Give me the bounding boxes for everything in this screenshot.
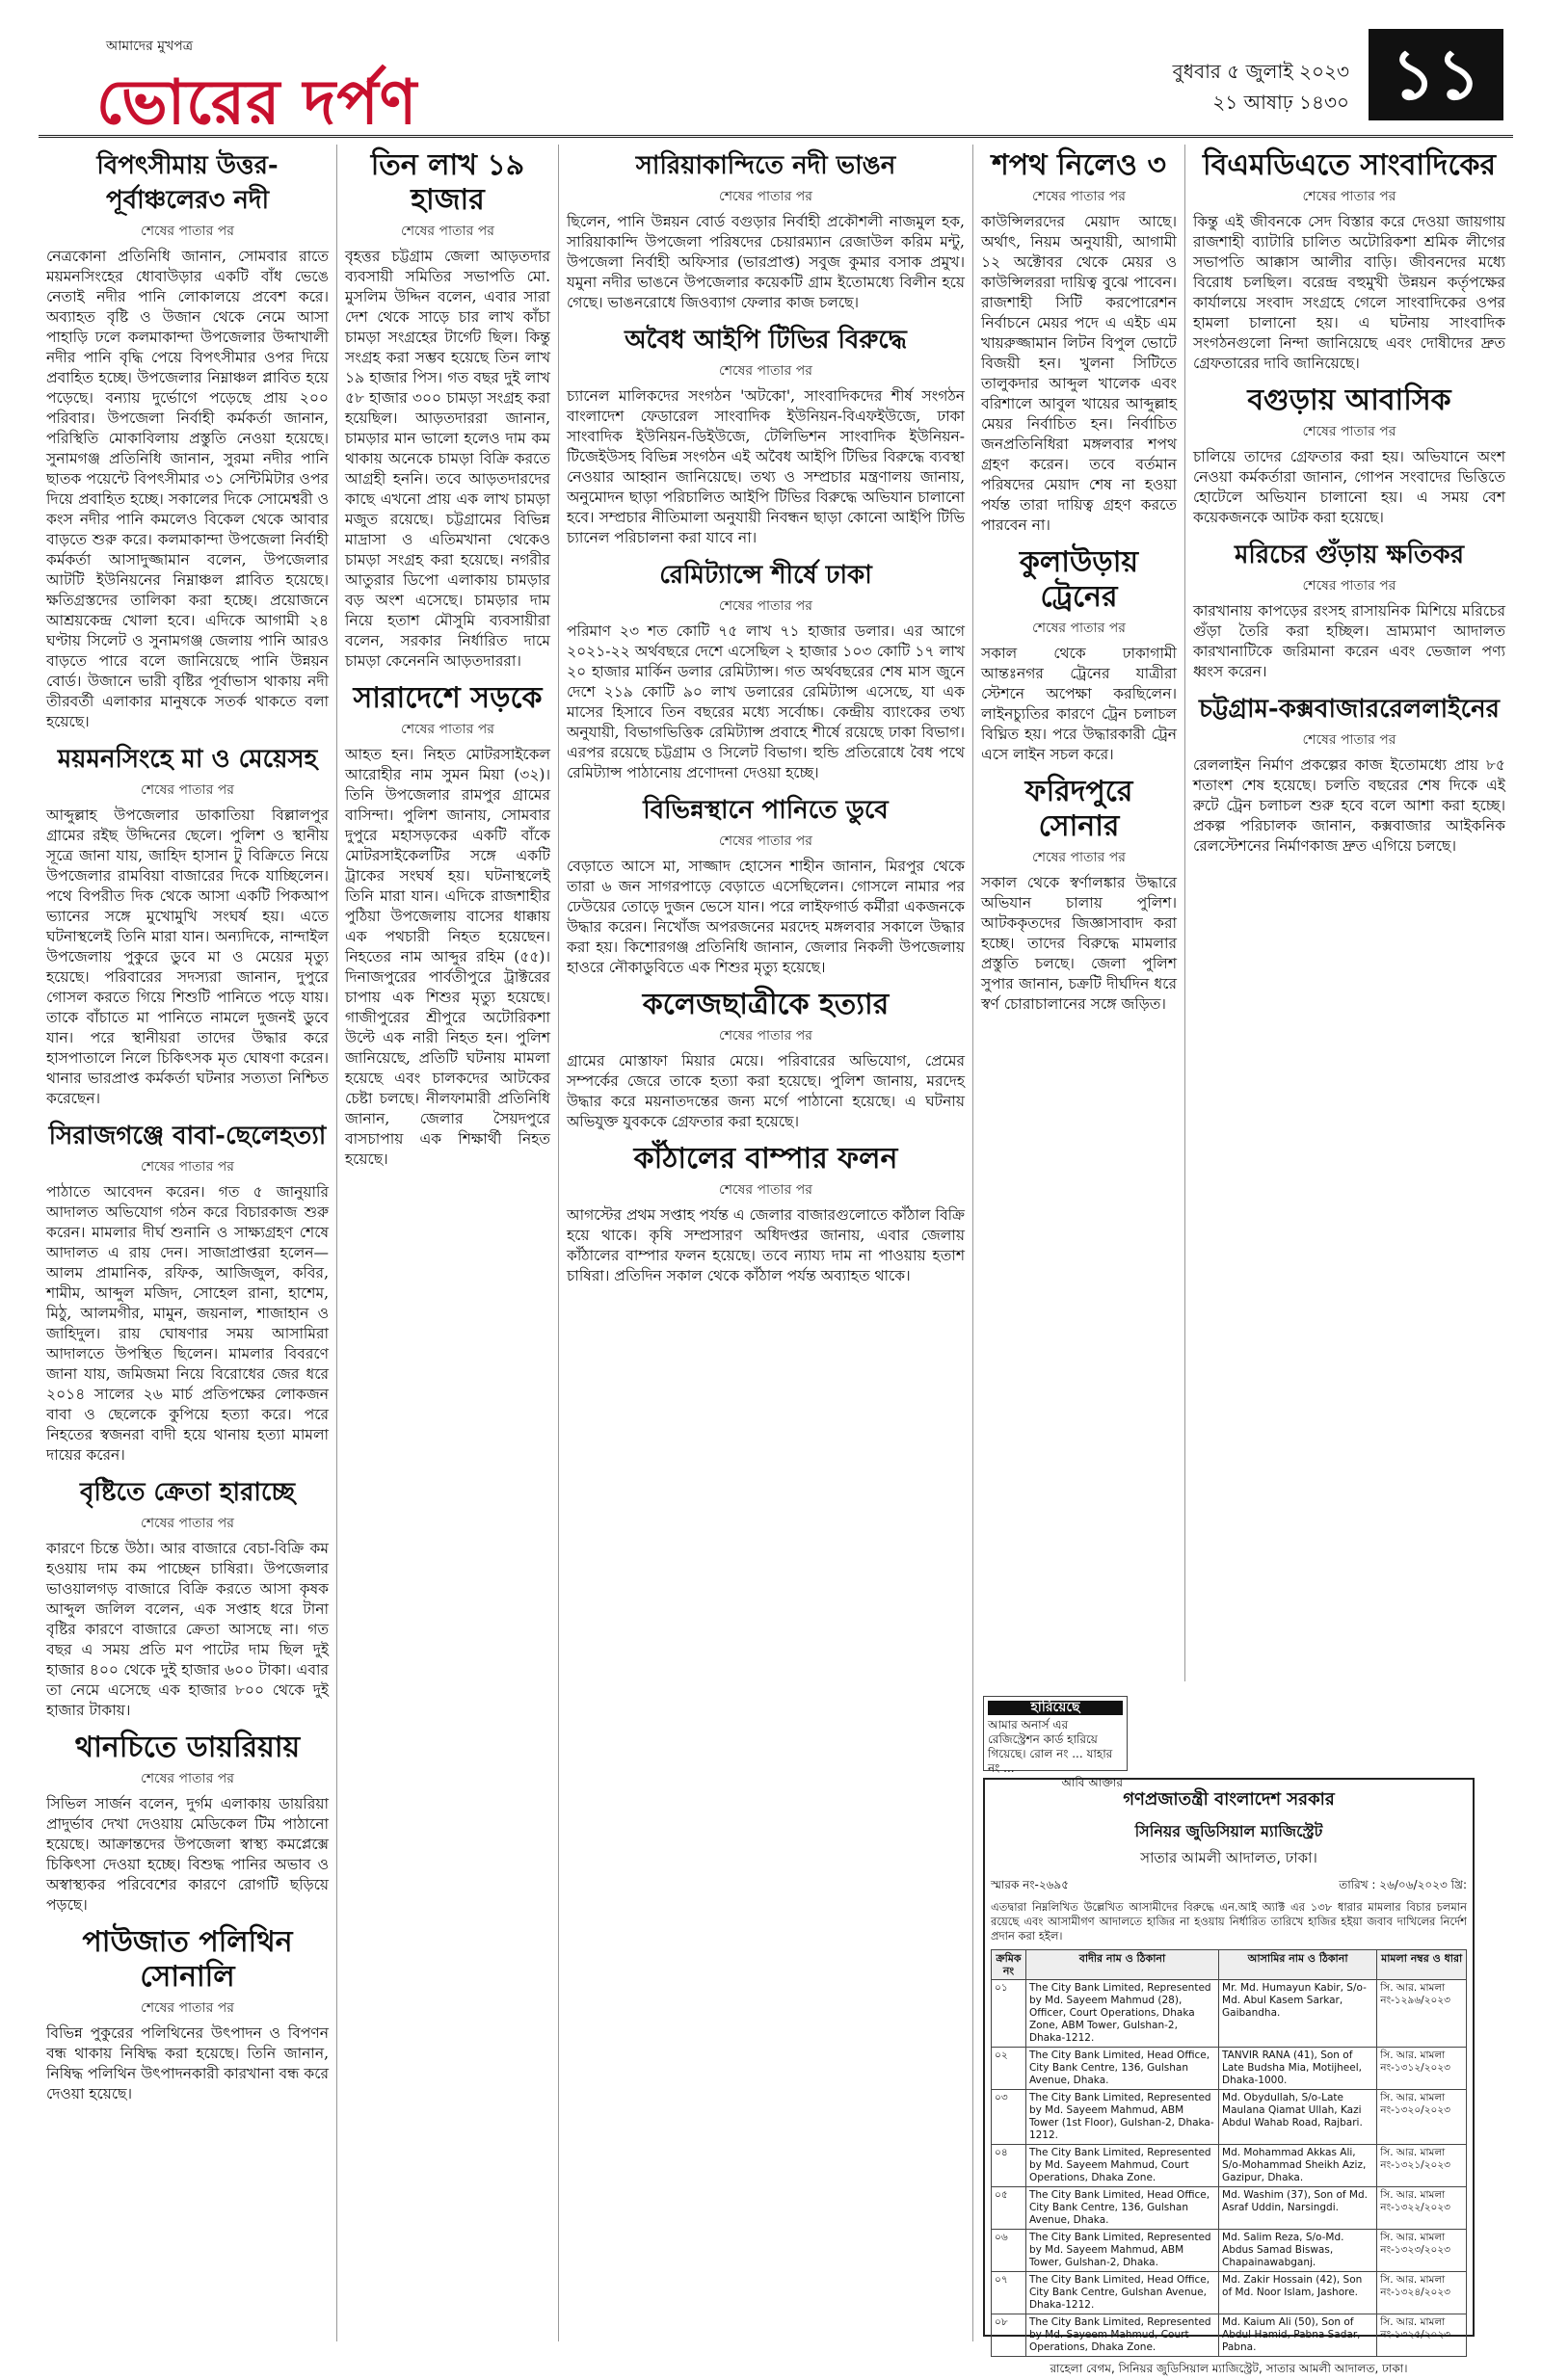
ad-subtitle: সিনিয়র জুডিসিয়াল ম্যাজিস্ট্রেট bbox=[1134, 1822, 1323, 1840]
ad-table-row bbox=[992, 2145, 1467, 2187]
article bbox=[567, 1142, 965, 1286]
ad-table-cell: সি. আর. মামলা নং-১৩২০/২০২৩ bbox=[1377, 2090, 1467, 2145]
article bbox=[567, 558, 965, 783]
continued-label: শেষের পাতার পর bbox=[719, 833, 812, 849]
ad-table-header: আসামির নাম ও ঠিকানা bbox=[1219, 1950, 1377, 1980]
article bbox=[1193, 538, 1505, 682]
article-body: গ্রামের মোস্তাফা মিয়ার মেয়ে। পরিবারের অভিযোগ, প্রেমের সম্পর্কের জেরে তাকে হত্যা করা হয়েছে। পুলিশ জানায়, মরদেহ উদ্ধার করে ময়নাতদন্তের জন্য মর্গে পাঠানো হয়েছে। এ ঘটনায় অভিযুক্ত যুবককে গ্রেফতার করা হয়েছে। bbox=[567, 1052, 965, 1130]
ad-table-cell: The City Bank Limited, Represented by Md. Sayeem Mahmud (28), Officer, Court Operations, Dhaka Zone, ABM Tower, Gulshan-2, Dhaka-1212. bbox=[1025, 1980, 1218, 2048]
ad-table-cell: সি. আর. মামলা নং-১৩২২/২০২৩ bbox=[1377, 2187, 1467, 2230]
article-headline[interactable]: ফরিদপুরে সোনার bbox=[1024, 775, 1133, 843]
continued-label: শেষের পাতার পর bbox=[401, 722, 494, 737]
ad-table-cell: The City Bank Limited, Head Office, City Bank Centre, 136, Gulshan Avenue, Dhaka. bbox=[1025, 2048, 1218, 2090]
article-body: আগস্টের প্রথম সপ্তাহ পর্যন্ত এ জেলার বাজারগুলোতে কাঁঠাল বিক্রি হয়ে থাকে। কৃষি সম্প্রসারণ অধিদপ্তর জানায়, এবার জেলায় কাঁঠালের বাম্পার ফলন হয়েছে। তবে ন্যায্য দাম না পাওয়ায় হতাশ চাষিরা। প্রতিদিন সকাল থেকে কাঁঠাল পর্যন্ত অব্যাহত থাকে। bbox=[567, 1206, 965, 1284]
article bbox=[567, 148, 965, 313]
ad-table-cell: The City Bank Limited, Represented by Md. Sayeem Mahmud, ABM Tower, Gulshan-2, Dhaka. bbox=[1025, 2230, 1218, 2272]
article-headline[interactable]: রেমিট্যান্সে শীর্ষে ঢাকা bbox=[659, 561, 872, 590]
ad-table-cell: Md. Salim Reza, S/o-Md. Abdus Samad Biswas, Chapainawabganj. bbox=[1219, 2230, 1377, 2272]
article-body: কারণে চিন্তে উঠা। আর বাজারে বেচা-বিক্রি কম হওয়ায় দাম কম পাচ্ছেন চাষিরা। উপজেলার ভাওয়ালগড় বাজারে বিক্রি করতে আসা কৃষক আব্দুল জলিল বলেন, এক সপ্তাহ ধরে টানা বৃষ্টির কারণে বাজারে ক্রেতা আসছে না। গত বছর এ সময় প্রতি মণ পাটের দাম ছিল দুই হাজার ৪০০ থেকে দুই হাজার ৬০০ টাকা। এবার তা নেমে এসেছে এক হাজার ৮০০ থেকে দুই হাজার টাকায়। bbox=[46, 1540, 329, 1719]
ad-table-header: বাদীর নাম ও ঠিকানা bbox=[1025, 1950, 1218, 1980]
ad-date: তারিখ : ২৬/০৬/২০২৩ খ্রি: bbox=[1339, 1878, 1467, 1891]
column-1 bbox=[39, 145, 337, 2341]
article-headline[interactable]: সারাদেশে সড়কে bbox=[353, 681, 543, 715]
article-body: সকাল থেকে ঢাকাগামী আন্তঃনগর ট্রেনের যাত্রীরা স্টেশনে অপেক্ষা করছিলেন। লাইনচ্যুতির কারণে ট্রেন চলাচল বিঘ্নিত হয়। পরে উদ্ধারকারী ট্রেন এসে লাইন সচল করে। bbox=[981, 645, 1177, 763]
ad-table-cell: ০৪ bbox=[992, 2145, 1026, 2187]
continued-label: শেষের পাতার পর bbox=[1302, 424, 1396, 439]
article-body: পাঠাতে আবেদন করেন। গত ৫ জানুয়ারি আদালত অভিযোগ গঠন করে বিচারকাজ শুরু করেন। মামলার দীর্ঘ শুনানি ও সাক্ষ্যগ্রহণ শেষে আদালত এ রায় দেন। সাজাপ্রাপ্তরা হলেন— আলম প্রামানিক, রফিক, আজিজুল, কবির, শামীম, আব্দুল মজিদ, সোহেল রানা, হাশেম, মিঠু, আলমগীর, মামুন, জয়নাল, শাজাহান ও জাহিদুল। রায় ঘোষণার সময় আসামিরা আদালতে উপস্থিত ছিলেন। মামলার বিবরণে জানা যায়, জমিজমা নিয়ে বিরোধের জের ধরে ২০১৪ সালের ২৬ মার্চ প্রতিপক্ষের লোকজন বাবা ও ছেলেকে কুপিয়ে হত্যা করে। পরে নিহতের স্বজনরা বাদী হয়ে থানায় হত্যা মামলা দায়ের করেন। bbox=[46, 1183, 329, 1464]
continued-label: শেষের পাতার পর bbox=[141, 224, 234, 239]
continued-label: শেষের পাতার পর bbox=[719, 598, 812, 614]
article-headline[interactable]: বৃষ্টিতে ক্রেতা হারাচ্ছে bbox=[80, 1478, 295, 1507]
column-2 bbox=[337, 145, 559, 2341]
article bbox=[46, 1119, 329, 1466]
article-body: পরিমাণ ২৩ শত কোটি ৭৫ লাখ ৭১ হাজার ডলার। এর আগে ২০২১-২২ অর্থবছরে দেশে এসেছিল ২ হাজার ১০৩ কোটি ১৭ লাখ ২০ হাজার মার্কিন ডলার রেমিট্যান্স। গত অর্থবছরের শেষ মাস জুনে দেশে ২১৯ কোটি ৯০ লাখ ডলারের রেমিট্যান্স এসেছে, যা এক মাসের হিসাবে তিন বছরের মধ্যে সর্বোচ্চ। কেন্দ্রীয় ব্যাংকের তথ্য অনুযায়ী, বিভাগভিত্তিক রেমিট্যান্স প্রবাহে শীর্ষে রয়েছে ঢাকা বিভাগ। এরপর রয়েছে চট্টগ্রাম ও সিলেট বিভাগ। হুন্ডি প্রতিরোধে বৈধ পথে রেমিট্যান্স পাঠানোয় প্রণোদনা দেওয়া হচ্ছে। bbox=[567, 622, 965, 781]
page-number: ১১ bbox=[1369, 29, 1503, 120]
article-body: আহত হন। নিহত মোটরসাইকেল আরোহীর নাম সুমন মিয়া (৩২)। তিনি উপজেলার রামপুর গ্রামের বাসিন্দা। পুলিশ জানায়, সোমবার দুপুরে মহাসড়কের একটি বাঁকে মোটরসাইকেলটির সঙ্গে একটি ট্রাকের সংঘর্ষ হয়। ঘটনাস্থলেই তিনি মারা যান। এদিকে রাজশাহীর পুঠিয়া উপজেলায় বাসের ধাক্কায় এক পথচারী নিহত হয়েছেন। নিহতের নাম আব্দুর রহিম (৫৫)। দিনাজপুরের পার্বতীপুরে ট্রাক্টরের চাপায় এক শিশুর মৃত্যু হয়েছে। গাজীপুরের শ্রীপুরে অটোরিকশা উল্টে এক নারী নিহত হন। পুলিশ জানিয়েছে, প্রতিটি ঘটনায় মামলা হয়েছে এবং চালকদের আটকের চেষ্টা চলছে। নীলফামারী প্রতিনিধি জানান, জেলার সৈয়দপুরে বাসচাপায় এক শিক্ষার্থী নিহত হয়েছে। bbox=[345, 746, 550, 1168]
article-headline[interactable]: থানচিতে ডায়রিয়ায় bbox=[74, 1731, 301, 1764]
article-headline[interactable]: কলেজছাত্রীকে হত্যার bbox=[642, 988, 890, 1021]
article-body: কিন্তু এই জীবনকে সেদ বিস্তার করে দেওয়া জায়গায় রাজশাহী ব্যাটারি চালিত অটোরিকশা শ্রমিক লীগের সভাপতি আক্কাস আলীর বাড়ি। জীবনদের মধ্যে বিরোধ চলছিল। বরেন্দ্র বহুমুখী উন্নয়ন কর্তৃপক্ষের কার্যালয়ে সংবাদ সংগ্রহে গেলে সাংবাদিকের ওপর হামলা চালানো হয়। এ ঘটনায় সাংবাদিক সংগঠনগুলো নিন্দা জানিয়েছে এবং দোষীদের দ্রুত গ্রেফতারের দাবি জানিয়েছে। bbox=[1193, 213, 1505, 372]
brand-tagline: আমাদের মুখপত্র bbox=[106, 39, 194, 54]
ad-table-cell: Md. Zakir Hossain (42), Son of Md. Noor Islam, Jashore. bbox=[1219, 2272, 1377, 2314]
ad-table-cell: The City Bank Limited, Head Office, City Bank Centre, 136, Gulshan Avenue, Dhaka. bbox=[1025, 2187, 1218, 2230]
article-body: চ্যানেল মালিকদের সংগঠন 'অটকো', সাংবাদিকদের শীর্ষ সংগঠন বাংলাদেশ ফেডারেল সাংবাদিক ইউনিয়ন-বিএফইউজে, ঢাকা সাংবাদিক ইউনিয়ন-ডিইউজে, টেলিভিশন সাংবাদিক ইউনিয়ন-টিজেইউসহ বিভিন্ন সংগঠন এই অবৈধ আইপি টিভির বিরুদ্ধে ব্যবস্থা নেওয়ার আহ্বান জানিয়েছে। তথ্য ও সম্প্রচার মন্ত্রণালয় জানায়, অনুমোদন ছাড়া পরিচালিত আইপি টিভির বিরুদ্ধে অভিযান চালানো হবে। সম্প্রচার নীতিমালা অনুযায়ী নিবন্ধন ছাড়া কোনো আইপি টিভি চ্যানেল পরিচালনা করা যাবে না। bbox=[567, 387, 965, 546]
ad-table-row bbox=[992, 2314, 1467, 2357]
continued-label: শেষের পাতার পর bbox=[719, 1028, 812, 1044]
date-bengali: ২১ আষাঢ় ১৪৩০ bbox=[1212, 91, 1349, 114]
article bbox=[46, 1475, 329, 1721]
article-body: সিভিল সার্জন বলেন, দুর্গম এলাকায় ডায়রিয়া প্রাদুর্ভাব দেখা দেওয়ায় মেডিকেল টিম পাঠানো হয়েছে। আক্রান্তদের উপজেলা স্বাস্থ্য কমপ্লেক্সে চিকিৎসা দেওয়া হচ্ছে। বিশুদ্ধ পানির অভাব ও অস্বাস্থ্যকর পরিবেশের কারণে রোগটি ছড়িয়ে পড়ছে। bbox=[46, 1795, 329, 1914]
ad-title: গণপ্রজাতন্ত্রী বাংলাদেশ সরকার bbox=[1123, 1789, 1335, 1810]
ad-table-cell: সি. আর. মামলা নং-১৩২৫/২০২৩ bbox=[1377, 2314, 1467, 2357]
article bbox=[567, 793, 965, 978]
article bbox=[981, 148, 1177, 536]
article-body: কাউন্সিলরদের মেয়াদ আছে। অর্থাৎ, নিয়ম অনুযায়ী, আগামী ১২ অক্টোবর থেকে মেয়র ও কাউন্সিলররা দায়িত্ব বুঝে পাবেন। রাজশাহী সিটি করপোরেশন নির্বাচনে মেয়র পদে এ এইচ এম খায়রুজ্জামান লিটন বিপুল ভোটে বিজয়ী হন। খুলনা সিটিতে তালুকদার আব্দুল খালেক এবং বরিশালে আবুল খায়ের আব্দুল্লাহ মেয়র নির্বাচিত হন। নির্বাচিত জনপ্রতিনিধিরা মঙ্গলবার শপথ গ্রহণ করেন। তবে বর্তমান পরিষদের মেয়াদ শেষ না হওয়া পর্যন্ত তারা দায়িত্ব গ্রহণ করতে পারবেন না। bbox=[981, 213, 1177, 534]
continued-label: শেষের পাতার পর bbox=[1032, 621, 1126, 636]
article-headline[interactable]: বগুড়ায় আবাসিক bbox=[1247, 383, 1451, 417]
article-headline[interactable]: মরিচের গুঁড়ায় ক্ষতিকর bbox=[1234, 541, 1465, 569]
article bbox=[981, 545, 1177, 765]
article bbox=[981, 775, 1177, 1015]
article bbox=[46, 1925, 329, 2104]
article bbox=[1193, 148, 1505, 374]
continued-label: শেষের পাতার পর bbox=[141, 1159, 234, 1175]
ad-ref-number: স্মারক নং-২৬৯৫ bbox=[991, 1878, 1070, 1891]
article bbox=[1193, 383, 1505, 528]
ad-table-cell: সি. আর. মামলা নং-১২৯৬/২০২৩ bbox=[1377, 1980, 1467, 2048]
ad-table-cell: ০৬ bbox=[992, 2230, 1026, 2272]
article bbox=[46, 742, 329, 1109]
continued-label: শেষের পাতার পর bbox=[1302, 732, 1396, 748]
article-body: বেড়াতে আসে মা, সাজ্জাদ হোসেন শাহীন জানান, মিরপুর থেকে তারা ৬ জন সাগরপাড়ে বেড়াতে এসেছিলেন। গোসলে নামার পর ঢেউয়ের তোড়ে দুজন ভেসে যান। পরে লাইফগার্ড কর্মীরা একজনকে উদ্ধার করেন। নিখোঁজ অপরজনের মরদেহ মঙ্গলবার সকালে উদ্ধার করা হয়। কিশোরগঞ্জ প্রতিনিধি জানান, জেলার নিকলী উপজেলায় হাওরে নৌকাডুবিতে এক শিশুর মৃত্যু হয়েছে। bbox=[567, 858, 965, 976]
ad-table-cell: The City Bank Limited, Represented by Md. Sayeem Mahmud, Court Operations, Dhaka Zone. bbox=[1025, 2314, 1218, 2357]
ad-table-cell: Md. Washim (37), Son of Md. Asraf Uddin, Narsingdi. bbox=[1219, 2187, 1377, 2230]
ad-table-cell: Md. Mohammad Akkas Ali, S/o-Mohammad Sheikh Aziz, Gazipur, Dhaka. bbox=[1219, 2145, 1377, 2187]
newspaper-logo[interactable]: ভোরের দর্পণ bbox=[96, 66, 418, 139]
column-3 bbox=[559, 145, 973, 2341]
article-headline[interactable]: কাঁঠালের বাম্পার ফলন bbox=[633, 1142, 898, 1176]
article-headline[interactable]: তিন লাখ ১৯ হাজার bbox=[370, 148, 525, 217]
continued-label: শেষের পাতার পর bbox=[719, 1182, 812, 1198]
ad-table-cell: সি. আর. মামলা নং-১৩২৩/২০২৩ bbox=[1377, 2230, 1467, 2272]
article-body: বিভিন্ন পুকুরের পলিথিনের উৎপাদন ও বিপণন বন্ধ থাকায় নিষিদ্ধ করা হয়েছে। তিনি জানান, নিষিদ্ধ পলিথিন উৎপাদনকারী কারখানা বন্ধ করে দেওয়া হয়েছে। bbox=[46, 2024, 329, 2102]
ad-table-cell: Md. Kaium Ali (50), Son of Abdul Hamid, Pabna Sadar, Pabna. bbox=[1219, 2314, 1377, 2357]
ad-table-row bbox=[992, 2272, 1467, 2314]
ad-table-cell: The City Bank Limited, Represented by Md. Sayeem Mahmud, ABM Tower (1st Floor), Gulshan-2, Dhaka-1212. bbox=[1025, 2090, 1218, 2145]
article-body: রেললাইন নির্মাণ প্রকল্পের কাজ ইতোমধ্যে প্রায় ৮৫ শতাংশ শেষ হয়েছে। চলতি বছরের শেষ দিকে এই রুটে ট্রেন চলাচল শুরু হবে বলে আশা করা হচ্ছে। প্রকল্প পরিচালক জানান, কক্সবাজার আইকনিক রেলস্টেশনের নির্মাণকাজ দ্রুত এগিয়ে চলছে। bbox=[1193, 756, 1505, 855]
article-headline[interactable]: সারিয়াকান্দিতে নদী ভাঙন bbox=[635, 151, 896, 180]
continued-label: শেষের পাতার পর bbox=[141, 2000, 234, 2016]
article bbox=[1193, 692, 1505, 857]
continued-label: শেষের পাতার পর bbox=[1302, 578, 1396, 594]
ad-table-cell: ০৩ bbox=[992, 2090, 1026, 2145]
article-headline[interactable]: বিভিন্নস্থানে পানিতে ডুবে bbox=[643, 796, 889, 825]
continued-label: শেষের পাতার পর bbox=[141, 782, 234, 798]
ad-table-row bbox=[992, 1980, 1467, 2048]
continued-label: শেষের পাতার পর bbox=[1032, 189, 1126, 204]
ad-table bbox=[991, 1949, 1467, 2357]
lost-notice-title: হারিয়েছে bbox=[988, 1701, 1123, 1715]
ad-table-cell: ০২ bbox=[992, 2048, 1026, 2090]
article bbox=[567, 323, 965, 548]
article-headline[interactable]: বিপৎসীমায় উত্তর-পূর্বাঞ্চলের৩ নদী bbox=[96, 151, 279, 215]
continued-label: শেষের পাতার পর bbox=[141, 1771, 234, 1786]
article-headline[interactable]: বিএমডিএতে সাংবাদিকের bbox=[1203, 148, 1496, 182]
lost-notice-sign: আবি আক্তার bbox=[1061, 1776, 1123, 1789]
column-4 bbox=[973, 145, 1185, 1681]
article-body: কারখানায় কাপড়ের রংসহ রাসায়নিক মিশিয়ে মরিচের গুঁড়া তৈরি করা হচ্ছিল। ভ্রাম্যমাণ আদালত কারখানাটিকে জরিমানা করেন এবং ভেজাল পণ্য ধ্বংস করেন। bbox=[1193, 602, 1505, 680]
ad-subtitle-2: সাতার আমলী আদালত, ঢাকা। bbox=[1140, 1849, 1317, 1866]
ad-table-header: মামলা নম্বর ও ধারা bbox=[1377, 1950, 1467, 1980]
ad-table-cell: Md. Obydullah, S/o-Late Maulana Qiamat Ullah, Kazi Abdul Wahab Road, Rajbari. bbox=[1219, 2090, 1377, 2145]
article-body: আব্দুল্লাহ উপজেলার ডাকাতিয়া বিল্লালপুর গ্রামের রইছ উদ্দিনের ছেলে। পুলিশ ও স্থানীয় সূত্রে জানা যায়, জাহিদ হাসান টু বিক্রিতে নিয়ে উপজেলার রামবিয়া বাজারের দিকে যাচ্ছিলেন। পথে বিপরীত দিক থেকে আসা একটি পিকআপ ভ্যানের সঙ্গে মুখোমুখি সংঘর্ষ হয়। এতে ঘটনাস্থলেই তিনি মারা যান। অন্যদিকে, নান্দাইল উপজেলায় পুকুরে ডুবে মা ও মেয়ের মৃত্যু হয়েছে। পরিবারের সদস্যরা জানান, দুপুরে গোসল করতে গিয়ে শিশুটি পানিতে পড়ে যায়। তাকে বাঁচাতে মা পানিতে নামলে দুজনই ডুবে যান। পরে স্থানীয়রা তাদের উদ্ধার করে হাসপাতালে নিলে চিকিৎসক মৃত ঘোষণা করেন। থানার ভারপ্রাপ্ত কর্মকর্তা ঘটনার সত্যতা নিশ্চিত করেছেন। bbox=[46, 807, 329, 1107]
ad-table-cell: TANVIR RANA (41), Son of Late Budsha Mia, Motijheel, Dhaka-1000. bbox=[1219, 2048, 1377, 2090]
ad-table-cell: Mr. Md. Humayun Kabir, S/o-Md. Abul Kasem Sarkar, Gaibandha. bbox=[1219, 1980, 1377, 2048]
article bbox=[46, 1731, 329, 1916]
ad-table-cell: সি. আর. মামলা নং-১৩২১/২০২৩ bbox=[1377, 2145, 1467, 2187]
article-headline[interactable]: চট্টগ্রাম-কক্সবাজাররেললাইনের bbox=[1199, 695, 1500, 724]
continued-label: শেষের পাতার পর bbox=[401, 224, 494, 239]
continued-label: শেষের পাতার পর bbox=[719, 363, 812, 379]
ad-table-row bbox=[992, 2230, 1467, 2272]
article-body: বৃহত্তর চট্টগ্রাম জেলা আড়তদার ব্যবসায়ী সমিতির সভাপতি মো. মুসলিম উদ্দিন বলেন, এবার সারা দেশ থেকে সাড়ে চার লাখ কাঁচা চামড়া সংগ্রহের টার্গেট ছিল। কিন্তু সংগ্রহ করা সম্ভব হয়েছে তিন লাখ ১৯ হাজার পিস। গত বছর দুই লাখ ৫৮ হাজার ৩০০ চামড়া সংগ্রহ করা হয়েছিল। আড়তদাররা জানান, চামড়ার মান ভালো হলেও দাম কম থাকায় অনেকে চামড়া বিক্রি করতে আগ্রহী হননি। তবে আড়তদারদের কাছে এখনো প্রায় এক লাখ চামড়া মজুত রয়েছে। চট্টগ্রামের বিভিন্ন মাদ্রাসা ও এতিমখানা থেকেও চামড়া সংগ্রহ করা হয়েছে। নগরীর আতুরার ডিপো এলাকায় চামড়ার বড় অংশ এসেছে। চামড়ার দাম নিয়ে হতাশ মৌসুমি ব্যবসায়ীরা বলেন, সরকার নির্ধারিত দামে চামড়া কেনেননি আড়তদাররা। bbox=[345, 248, 550, 670]
ad-table-row bbox=[992, 2048, 1467, 2090]
ad-table-cell: The City Bank Limited, Head Office, City Bank Centre, Gulshan Avenue, Dhaka-1212. bbox=[1025, 2272, 1218, 2314]
ad-table-cell: The City Bank Limited, Represented by Md. Sayeem Mahmud, Court Operations, Dhaka Zone. bbox=[1025, 2145, 1218, 2187]
lost-notice-text: আমার অনার্স এর রেজিস্ট্রেশন কার্ড হারিয়ে গিয়েছে। রোল নং ... যাহার নং ... bbox=[988, 1718, 1113, 1775]
column-5 bbox=[1185, 145, 1513, 1681]
article-headline[interactable]: পাউজাত পলিথিন সোনালি bbox=[82, 1925, 293, 1994]
ad-table-cell: ০১ bbox=[992, 1980, 1026, 2048]
continued-label: শেষের পাতার পর bbox=[1302, 189, 1396, 204]
continued-label: শেষের পাতার পর bbox=[141, 1516, 234, 1531]
article-headline[interactable]: শপথ নিলেও ৩ bbox=[992, 148, 1166, 182]
article bbox=[567, 988, 965, 1132]
ad-table-header: ক্রমিক নং bbox=[992, 1950, 1026, 1980]
continued-label: শেষের পাতার পর bbox=[719, 189, 812, 204]
article-body: সকাল থেকে স্বর্ণালঙ্কার উদ্ধারে অভিযান চালায় পুলিশ। আটককৃতদের জিজ্ঞাসাবাদ করা হচ্ছে। তাদের বিরুদ্ধে মামলার প্রস্তুতি চলছে। জেলা পুলিশ সুপার জানান, চক্রটি দীর্ঘদিন ধরে স্বর্ণ চোরাচালানের সঙ্গে জড়িত। bbox=[981, 874, 1177, 1013]
continued-label: শেষের পাতার পর bbox=[1032, 850, 1126, 865]
ad-table-cell: ০৭ bbox=[992, 2272, 1026, 2314]
ad-table-cell: ০৮ bbox=[992, 2314, 1026, 2357]
article-body: চালিয়ে তাদের গ্রেফতার করা হয়। অভিযানে অংশ নেওয়া কর্মকর্তারা জানান, গোপন সংবাদের ভিত্তিতে হোটেলে অভিযান চালানো হয়। এ সময় বেশ কয়েকজনকে আটক করা হয়েছে। bbox=[1193, 448, 1505, 526]
article-headline[interactable]: সিরাজগঞ্জে বাবা-ছেলেহত্যা bbox=[48, 1122, 327, 1150]
article bbox=[345, 681, 550, 1170]
court-notice-ad bbox=[983, 1778, 1475, 2375]
article bbox=[345, 148, 550, 672]
article bbox=[46, 148, 329, 732]
lost-notice bbox=[983, 1696, 1128, 1789]
ad-table-cell: সি. আর. মামলা নং-১৩১২/২০২৩ bbox=[1377, 2048, 1467, 2090]
article-body: নেত্রকোনা প্রতিনিধি জানান, সোমবার রাতে ময়মনসিংহের ধোবাউড়ার একটি বাঁধ ভেঙে নেতাই নদীর পানি লোকালয়ে প্রবেশ করে। অব্যাহত বৃষ্টি ও উজান থেকে নেমে আসা পাহাড়ি ঢলে কলমাকান্দা উপজেলার উব্দাখালী নদীর পানি বৃদ্ধি পেয়ে বিপৎসীমার ওপর দিয়ে প্রবাহিত হচ্ছে। উপজেলার নিম্নাঞ্চল প্লাবিত হয়ে পড়েছে। বন্যায় দুর্ভোগে পড়েছে প্রায় ২০০ পরিবার। উপজেলা নির্বাহী কর্মকর্তা জানান, পরিস্থিতি মোকাবিলায় প্রস্তুতি নেওয়া হয়েছে। সুনামগঞ্জ প্রতিনিধি জানান, সুরমা নদীর পানি ছাতক পয়েন্টে বিপৎসীমার ৩১ সেন্টিমিটার ওপর দিয়ে প্রবাহিত হচ্ছে। সকালের দিকে সোমেশ্বরী ও কংস নদীর পানি কমলেও বিকেল থেকে আবার বাড়তে শুরু করে। কলমাকান্দা উপজেলা নির্বাহী কর্মকর্তা আসাদুজ্জামান বলেন, উপজেলার আটটি ইউনিয়নের নিম্নাঞ্চল প্লাবিত হয়েছে। ক্ষতিগ্রস্তদের তালিকা করা হচ্ছে। প্রয়োজনে আশ্রয়কেন্দ্র খোলা হবে। এদিকে আগামী ২৪ ঘণ্টায় সিলেট ও সুনামগঞ্জ জেলায় পানি আরও বাড়তে পারে বলে জানিয়েছে পানি উন্নয়ন বোর্ড। উজানে ভারী বৃষ্টির পূর্বাভাস থাকায় নদী তীরবর্তী এলাকার মানুষকে সতর্ক থাকতে বলা হয়েছে। bbox=[46, 248, 329, 730]
ad-table-row bbox=[992, 2187, 1467, 2230]
ad-table-cell: সি. আর. মামলা নং-১৩২৪/২০২৩ bbox=[1377, 2272, 1467, 2314]
masthead bbox=[39, 19, 1513, 138]
ad-footer: রাহেলা বেগম, সিনিয়র জুডিসিয়াল ম্যাজিস্ট্রেট, সাতার আমলী আদালত, ঢাকা। bbox=[1050, 2362, 1408, 2375]
article-headline[interactable]: কুলাউড়ায় ট্রেনের bbox=[1019, 545, 1139, 614]
article-body: ছিলেন, পানি উন্নয়ন বোর্ড বগুড়ার নির্বাহী প্রকৌশলী নাজমুল হক, সারিয়াকান্দি উপজেলা পরিষদের চেয়ারম্যান রেজাউল করিম মন্টু, উপজেলা নির্বাহী অফিসার (ভারপ্রাপ্ত) সবুজ কুমার বসাক প্রমুখ। যমুনা নদীর ভাঙনে উপজেলার কয়েকটি গ্রাম ইতোমধ্যে বিলীন হয়ে গেছে। ভাঙনরোধে জিওব্যাগ ফেলার কাজ চলছে। bbox=[567, 213, 965, 311]
article-headline[interactable]: ময়মনসিংহে মা ও মেয়েসহ bbox=[57, 745, 318, 774]
ad-notice-text: এতদ্বারা নিম্নলিখিত উল্লেখিত আসামীদের বিরুদ্ধে এন.আই অ্যাক্ট এর ১৩৮ ধারার মামলার বিচার চলমান রয়েছে এবং আসামীগণ আদালতে হাজির না হওয়ায় নির্ধারিত তারিখে হাজির হইয়া জবাব দাখিলের নির্দেশ প্রদান করা হইল। bbox=[991, 1900, 1467, 1943]
date-gregorian: বুধবার ৫ জুলাই ২০২৩ bbox=[1172, 60, 1349, 83]
ad-table-row bbox=[992, 2090, 1467, 2145]
ad-table-cell: ০৫ bbox=[992, 2187, 1026, 2230]
article-headline[interactable]: অবৈধ আইপি টিভির বিরুদ্ধে bbox=[625, 326, 907, 355]
